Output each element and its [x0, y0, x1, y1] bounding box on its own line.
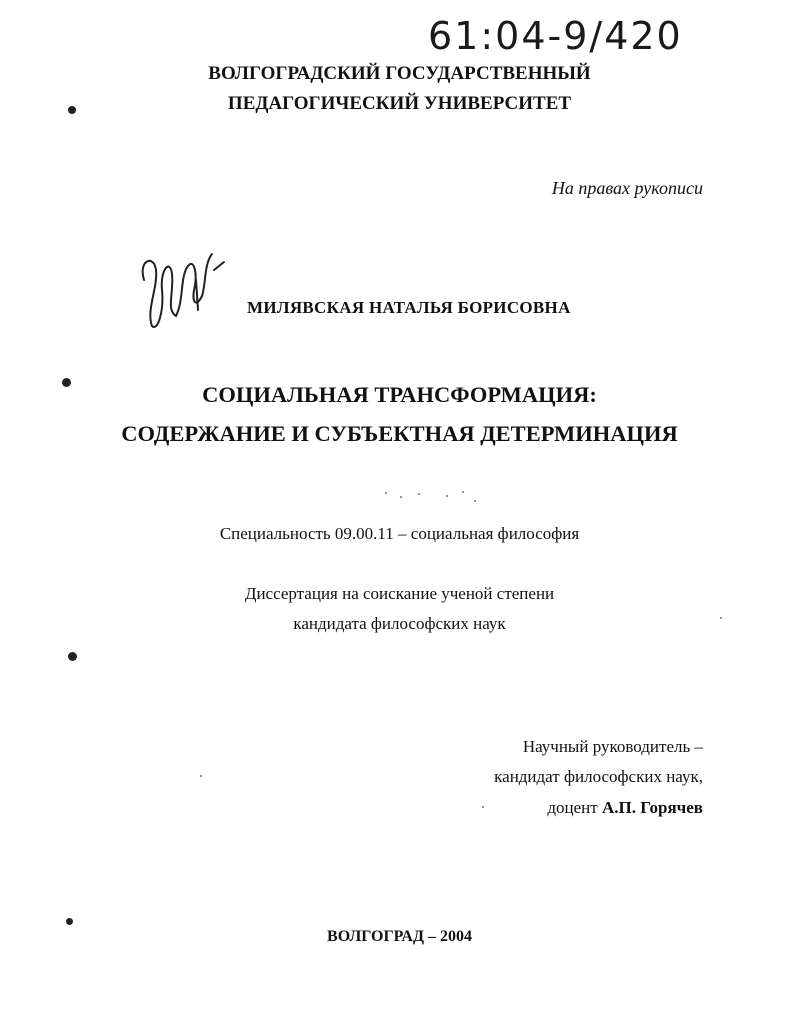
binding-hole-mark [66, 918, 73, 925]
degree-line1: Диссертация на соискание ученой степени [244, 584, 555, 603]
scan-speck [446, 495, 448, 497]
scan-speck [418, 493, 420, 495]
university-name-line2: ПЕДАГОГИЧЕСКИЙ УНИВЕРСИТЕТ [227, 93, 572, 114]
specialty-line: Специальность 09.00.11 – социальная философия [219, 524, 580, 543]
binding-hole-mark [68, 652, 77, 661]
degree-line2: кандидата философских наук [293, 614, 506, 633]
scan-speck [385, 492, 387, 494]
archive-number-handwritten: 61:04-9/420 [428, 14, 683, 58]
supervisor-rank: доцент [547, 798, 598, 817]
dissertation-title-line1: СОЦИАЛЬНАЯ ТРАНСФОРМАЦИЯ: [202, 382, 597, 407]
scan-speck [474, 500, 476, 502]
binding-hole-mark [68, 106, 76, 114]
author-name: МИЛЯВСКАЯ НАТАЛЬЯ БОРИСОВНА [247, 298, 571, 317]
supervisor-title-name [547, 798, 703, 818]
dissertation-title-line2: СОДЕРЖАНИЕ И СУБЪЕКТНАЯ ДЕТЕРМИНАЦИЯ [121, 421, 678, 446]
scan-speck [482, 806, 484, 808]
binding-hole-mark [62, 378, 71, 387]
city-year: ВОЛГОГРАД – 2004 [327, 928, 472, 945]
supervisor-name: А.П. Горячев [601, 798, 703, 817]
scan-speck [720, 617, 722, 619]
manuscript-rights-note: На правах рукописи [551, 178, 703, 198]
scan-speck [400, 496, 402, 498]
scan-speck [462, 491, 464, 493]
scan-speck [200, 775, 202, 777]
signature-image [136, 240, 228, 336]
supervisor-role: Научный руководитель – [522, 737, 703, 756]
supervisor-degree: кандидат философских наук, [494, 767, 703, 786]
university-name-line1: ВОЛГОГРАДСКИЙ ГОСУДАРСТВЕННЫЙ [208, 63, 591, 84]
